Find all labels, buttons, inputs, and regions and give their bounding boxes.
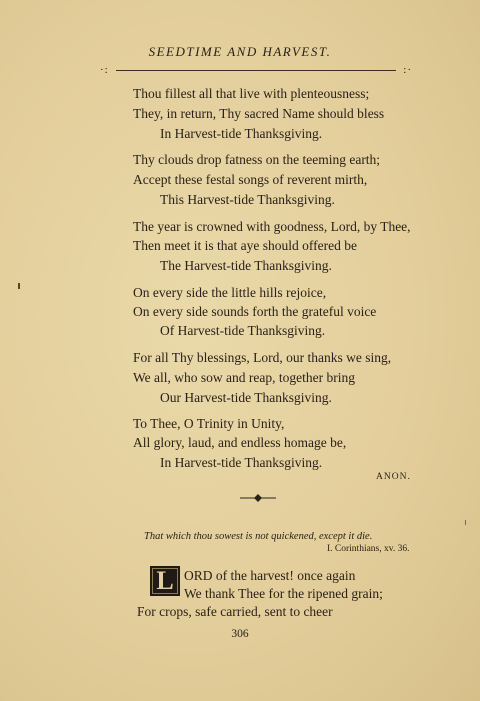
page-number: 306 xyxy=(231,628,249,640)
poem-line: Then meet it is that aye should offered be xyxy=(133,238,357,253)
running-header: SEEDTIME AND HARVEST. xyxy=(148,44,332,59)
poem-line: On every side sounds forth the grateful voice xyxy=(133,304,377,319)
hymn-line: We thank Thee for the ripened grain; xyxy=(184,586,383,601)
header-rule xyxy=(100,66,412,76)
poem-line: They, in return, Thy sacred Name should bless xyxy=(133,106,385,121)
margin-mark xyxy=(465,520,466,525)
poem-line: To Thee, O Trinity in Unity, xyxy=(133,416,285,431)
hymn-line: For crops, safe carried, sent to cheer xyxy=(137,604,333,619)
poem-line: We all, who sow and reap, together bring xyxy=(133,370,355,385)
poem-refrain: This Harvest-tide Thanksgiving. xyxy=(160,192,335,207)
poem-line: Thou fillest all that live with plenteousness; xyxy=(133,86,370,101)
rule-line xyxy=(116,70,396,71)
section-divider-ornament xyxy=(238,492,278,504)
poem-line: Accept these festal songs of reverent mirth, xyxy=(133,172,368,187)
poem-line: On every side the little hills rejoice, xyxy=(133,285,327,300)
hymn-line: ORD of the harvest! once again xyxy=(184,568,356,583)
rule-ornament-right: :· xyxy=(403,64,412,76)
poem-refrain: Of Harvest-tide Thanksgiving. xyxy=(160,323,326,338)
epigraph-text: That which thou sowest is not quickened, except it die. xyxy=(144,531,373,542)
epigraph-citation: I. Corinthians, xv. 36. xyxy=(327,544,410,554)
poem-refrain: The Harvest-tide Thanksgiving. xyxy=(160,258,332,273)
poem-refrain: In Harvest-tide Thanksgiving. xyxy=(160,126,323,141)
poem-refrain: Our Harvest-tide Thanksgiving. xyxy=(160,390,332,405)
rule-ornament-left: ·: xyxy=(100,64,109,76)
poem-line: The year is crowned with goodness, Lord, by Thee, xyxy=(133,219,411,234)
drop-cap: L xyxy=(150,566,180,596)
poem-line: Thy clouds drop fatness on the teeming earth; xyxy=(133,152,381,167)
poem-line: All glory, laud, and endless homage be, xyxy=(133,435,347,450)
poem-line: For all Thy blessings, Lord, our thanks we sing, xyxy=(133,350,392,365)
poem-refrain: In Harvest-tide Thanksgiving. xyxy=(160,455,323,470)
attribution: ANON. xyxy=(376,472,411,482)
margin-mark xyxy=(18,283,20,289)
